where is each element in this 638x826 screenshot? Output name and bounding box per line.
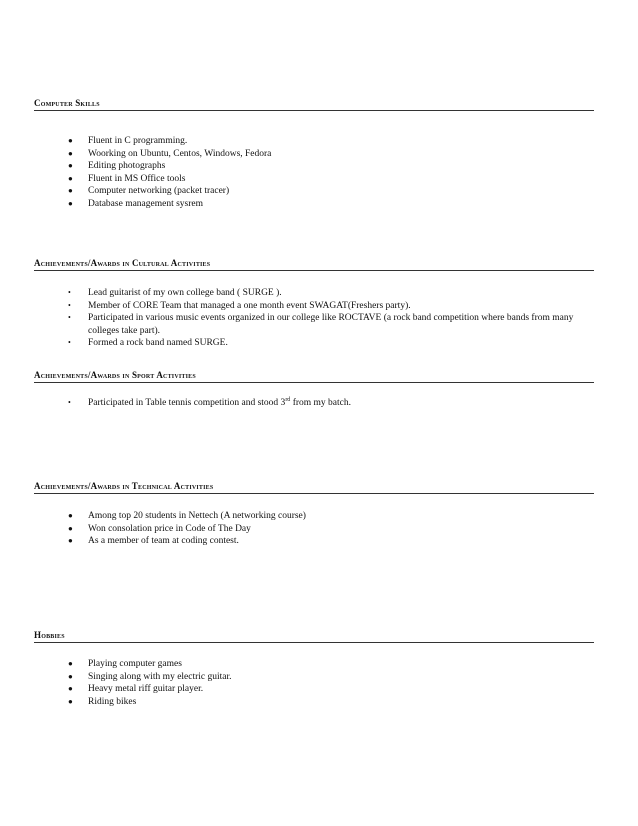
- section-heading-technical: Achievements/Awards in Technical Activities: [34, 480, 594, 494]
- cultural-activities-list: [34, 287, 594, 350]
- bullet-icon: ●: [68, 136, 73, 145]
- list-item: ● Singing along with my electric guitar.: [68, 671, 232, 682]
- list-item: • Participated in Table tennis competition and stood 3rd from my batch.: [68, 396, 351, 408]
- cultural-activities-section: [34, 257, 594, 350]
- bullet-icon: ●: [68, 173, 73, 183]
- bullet-icon: •: [68, 288, 71, 297]
- list-item: ● Fluent in C programming.: [68, 136, 188, 146]
- list-item: ● Riding bikes: [68, 696, 137, 707]
- list-item: ● Computer networking (packet tracer): [68, 186, 230, 196]
- bullet-icon: ●: [68, 696, 73, 706]
- bullet-icon: ●: [68, 536, 73, 545]
- bullet-icon: ●: [68, 511, 73, 520]
- list-item: ● Won consolation price in Code of The Day: [68, 523, 251, 534]
- list-item: ● As a member of team at coding contest.: [68, 536, 239, 546]
- section-heading-cultural: Achievements/Awards in Cultural Activities: [34, 257, 594, 271]
- bullet-icon: •: [68, 398, 71, 407]
- bullet-icon: ●: [68, 198, 73, 208]
- list-item: • Participated in various music events organized in our college like ROCTAVE (a rock band competition where bands from many colleges take part).: [68, 313, 574, 336]
- bullet-icon: ●: [68, 523, 73, 533]
- bullet-icon: ●: [68, 186, 73, 195]
- list-item: ● Woorking on Ubuntu, Centos, Windows, Fedora: [68, 148, 272, 159]
- list-item: ● Database management sysrem: [68, 198, 204, 209]
- technical-activities-section: [34, 480, 594, 548]
- list-item: ● Among top 20 students in Nettech (A networking course): [68, 511, 306, 521]
- section-heading-computer-skills: Computer Skills: [34, 97, 594, 111]
- computer-skills-list: [34, 135, 594, 210]
- technical-activities-list: [34, 510, 594, 548]
- list-item: • Lead guitarist of my own college band ( SURGE ).: [68, 288, 282, 298]
- list-item: ● Editing photographs: [68, 161, 166, 171]
- section-heading-hobbies: Hobbies: [34, 629, 594, 643]
- list-item: • Formed a rock band named SURGE.: [68, 338, 228, 348]
- bullet-icon: •: [68, 313, 71, 322]
- list-item: ● Heavy metal riff guitar player.: [68, 684, 204, 694]
- list-item: ● Fluent in MS Office tools: [68, 173, 186, 184]
- list-item: • Member of CORE Team that managed a one month event SWAGAT(Freshers party).: [68, 300, 411, 311]
- ordinal-suffix: rd: [285, 396, 291, 403]
- computer-skills-section: [34, 97, 594, 210]
- hobbies-list: [34, 658, 594, 708]
- sport-activities-list: [34, 397, 594, 410]
- bullet-icon: •: [68, 338, 71, 347]
- bullet-icon: ●: [68, 684, 73, 693]
- list-item: ● Playing computer games: [68, 659, 182, 669]
- bullet-icon: •: [68, 300, 71, 310]
- section-heading-sport: Achievements/Awards in Sport Activities: [34, 369, 594, 383]
- bullet-icon: ●: [68, 659, 73, 668]
- bullet-icon: ●: [68, 148, 73, 158]
- hobbies-section: [34, 629, 594, 708]
- sport-activities-section: [34, 369, 594, 410]
- bullet-icon: ●: [68, 671, 73, 681]
- bullet-icon: ●: [68, 161, 73, 170]
